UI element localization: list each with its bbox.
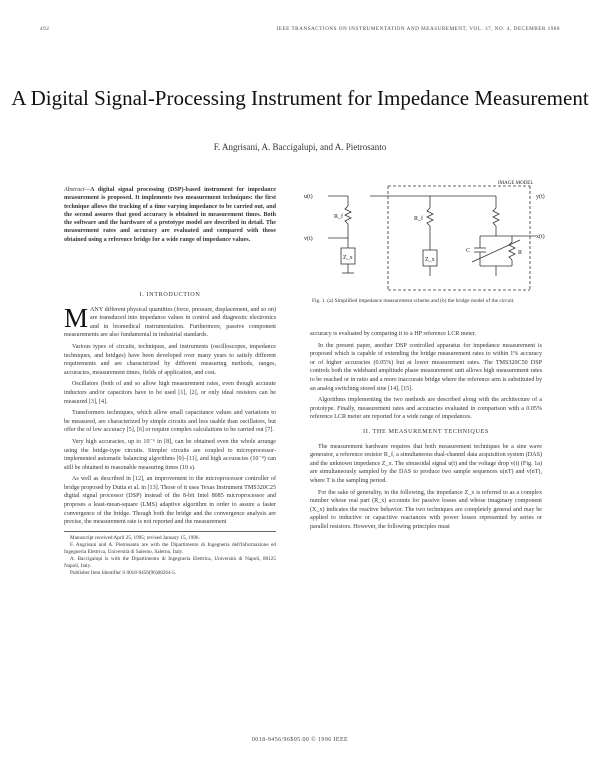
node-label-v: v(t) [304,236,313,242]
figure-caption: Fig. 1. (a) Simplified impedance measurement scheme and (b) the bridge model of the circuit. [312,298,515,304]
node-label-u: u(t) [304,194,313,200]
abstract-paragraph [64,186,276,244]
intro-paragraph-1 [64,302,276,340]
figure-block-label: IMAGE MODEL [498,181,534,186]
intro-paragraph-2: Various types of circuits, techniques, and instruments (oscilloscopes, impedance techniques, and bridges) have been developed over many years to satisfy different requirements and are characterized by different measuring methods, ranges, accuracies, measurement times, fields of application, and cost. [64,343,276,376]
paper-title: A Digital Signal-Processing Instrument for Impedance Measurement [11,86,589,110]
component-label-r: R [518,250,523,256]
drop-cap: M [64,302,89,333]
left-column [64,285,276,577]
section-heading-techniques: II. THE MEASUREMENT TECHNIQUES [363,427,489,435]
intro-paragraph-4: Transformers techniques, which allow small capacitance values and variations to be measured, are characterized by simple circuits and less usable than oscillators, but offer the of low accuracy [5], [6] or require complex calculations to be carried out [7]. [64,410,276,434]
right-paragraph-5: For the sake of generality, in the following, the impedance Z_x is referred to as a complex number whose real part (R_x) accounts for passive losses and whose imaginary component (X_x) indicates the reactive behavior. The two techniques are completely general and may be applied to inductive or capacitive reactances with power losses represented by series or parallel resistors. However, the following principles must [310,489,542,530]
footnote-affiliation-2: A. Baccigalupi is with the Dipartimento di Ingegneria Elettrica, Università di Napoli, 80125 Napoli, Italy. [64,555,276,569]
component-label-c: C [466,248,471,254]
intro-paragraph-3: Oscillators (both of and so allow high measurement rates, even though accurate inductors and/or capacitors have to be used [1], [2], or only ideal resistors can be measured [3], [4]. [64,381,276,405]
footnotes [64,531,276,577]
intro-paragraph-5: Very high accuracies, up to 10⁻⁶ in [8], can be obtained even the whole arrange using the bridge-type circuits. Simpler circuits are coupled to microprocessor-implemented automatic balancing algorithms [9]–[11], and high accuracies (10⁻⁴) can still be obtained in reasonable measuring times (10 s). [64,438,276,471]
right-column [310,330,542,534]
node-label-x: x(t) [536,234,545,240]
footnote-received: Manuscript received April 25, 1995; revised January 15, 1996. [70,534,200,541]
page-number: 492 [40,26,50,32]
component-label-zx-2: Z_x [425,257,435,263]
component-label-zx-1: Z_x [343,255,353,261]
right-paragraph-3: Algorithms implementing the two methods are described along with the architecture of a prototype. Finally, measurement rates and accuracies evaluated in comparison with a 0.05% reference LCR meter are reported for a wide range of impedances. [310,397,542,421]
author-list: F. Angrisani, A. Baccigalupi, and A. Pietrosanto [213,142,387,152]
footnote-identifier: Publisher Item Identifier S 0018-9456(96)08264-5. [70,569,177,576]
component-label-rf-1: R_f [334,214,343,220]
node-label-y: y(t) [536,194,545,200]
intro-paragraph-6: As well as described in [12], an improvement to the microprocessor controller of bridge proposed by Dutta et al. in [13]. Those of it uses Texas Instrument TMS320C25 digital signal processor (DSP) instead of the 8-bit Intel 8085 microprocessor and proposes a least-mean-square (LMS) adaptive algorithm in order to assure a faster convergence of the bridge. Though both the bridge and the convergence analysis are precise, the measurement rate is not reported and the measurement [64,476,276,526]
component-label-rf-2: R_f [414,216,423,222]
right-paragraph-4: The measurement hardware requires that both measurement techniques be a sine wave generator, a reference resistor R_f, a simultaneous dual-channel data acquisition system (DAS) and the unknown impedance Z_x. The sinusoidal signal u(t) and the voltage drop v(t) (Fig. 1a) are simultaneously sampled by the DAS to produce two sample sequences u(nT) and v(nT), where T is the sampling period. [310,443,542,484]
intro-text-1: ANY different physical quantities (force, pressure, displacement, and so on) are transduced into impedance values in control and diagnostic electronics and in biomedical instrumentation. Furthermore, passive component measurements are also fundamental in industrial standards. [64,306,276,339]
right-paragraph-1: accuracy is evaluated by comparing it to a HP reference LCR meter. [310,331,476,337]
copyright-footer: 0018-9456/96$05.00 © 1996 IEEE [251,737,349,743]
circuit-figure [300,178,550,298]
journal-name: IEEE TRANSACTIONS ON INSTRUMENTATION AND MEASUREMENT, VOL. 37, NO. 4, DECEMBER 1988 [276,26,560,32]
abstract-label: Abstract— [64,187,91,193]
section-heading-intro: I. INTRODUCTION [139,291,201,298]
abstract-text: A digital signal processing (DSP)-based instrument for impedance measurement is proposed. It implements two measurement techniques: the first technique allows the tracking of a time varying impedance to be carried out, and the second assures that good accuracy is obtained in measurement times. Both the software and the hardware of a prototype model are described in detail. The measurement rates and accuracy are evaluated and compared with those obtained using a reference bridge for a wide range of impedance values. [64,187,276,243]
abstract [64,186,276,247]
right-paragraph-2: In the present paper, another DSP controlled apparatus for impedance measurement is proposed which is capable of extending the bridge measurement rates to within 1% accuracy or of higher accuracies (0.05%) but at lower measurement rates. The TMS320C50 DSP controls both the wideband amplitude phase measurement unit allows high measurement rates to be reached or in ratio and a more inaccurate bridge where the reference arm is substituted by an analog switching stored sine [14], [15]. [310,342,542,392]
footnote-affiliation-1: F. Angrisani and A. Pietrosanto are with the Dipartimento di Ingegneria dell'Informazione ed Ingegneria Elettrica, Università di Salerno, Salerno, Italy. [64,541,276,555]
